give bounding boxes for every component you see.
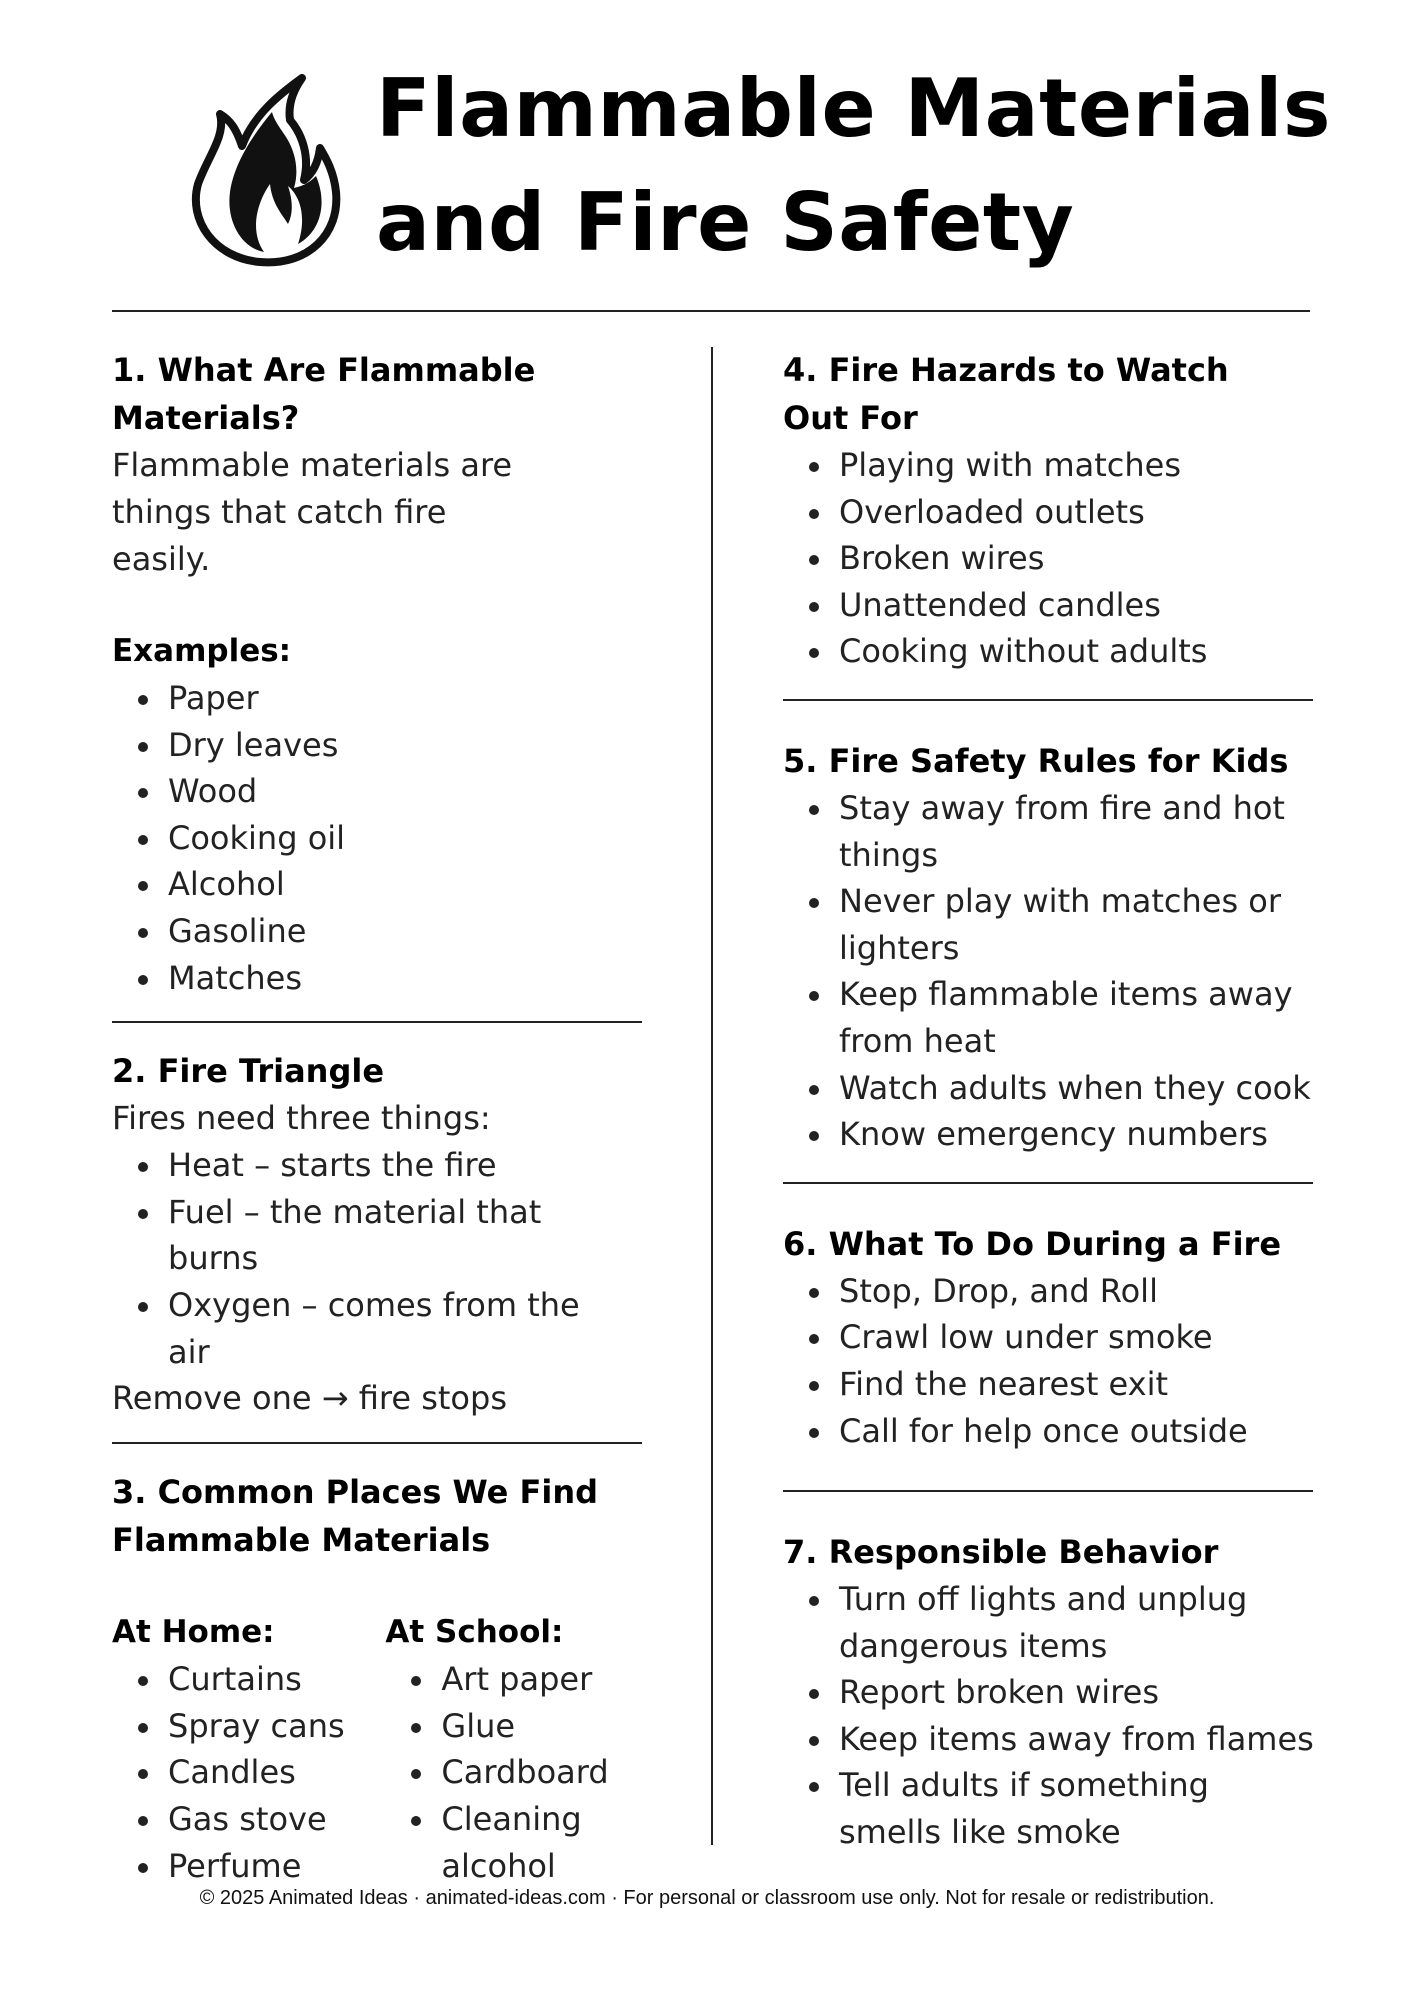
places-columns <box>112 1609 642 1889</box>
flame-icon <box>190 72 345 267</box>
list-item: Perfume <box>168 1843 385 1890</box>
list-item: Overloaded outlets <box>839 489 1313 536</box>
left-column <box>112 346 642 1889</box>
section-intro: Flammable materials are things that catch fire easily. <box>112 446 513 578</box>
safety-rules-list <box>783 785 1319 1158</box>
list-item: Spray cans <box>168 1703 385 1750</box>
title-line-1: Flammable Materials <box>376 62 1332 155</box>
list-item: Tell adults if something smells like smoke <box>839 1762 1319 1855</box>
list-item: Cooking without adults <box>839 628 1313 675</box>
section-title: 6. What To Do During a Fire <box>783 1224 1282 1263</box>
list-item: Glue <box>441 1703 641 1750</box>
list-item: Wood <box>168 768 642 815</box>
section-divider <box>112 1442 642 1444</box>
list-item: Keep flammable items away from heat <box>839 971 1319 1064</box>
list-item: Stay away from fire and hot things <box>839 785 1319 878</box>
section-title: 2. Fire Triangle <box>112 1052 385 1091</box>
list-item: Oxygen – comes from the air <box>168 1282 588 1375</box>
at-school-list <box>385 1656 641 1889</box>
at-home-list <box>112 1656 385 1889</box>
list-item: Call for help once outside <box>839 1408 1313 1455</box>
fire-triangle-list <box>112 1142 588 1375</box>
list-item: Matches <box>168 955 642 1002</box>
section-intro: Fires need three things: <box>112 1099 491 1138</box>
list-item: Cardboard <box>441 1749 641 1796</box>
section-divider <box>783 1490 1313 1492</box>
list-item: Gasoline <box>168 908 642 955</box>
list-item: Playing with matches <box>839 442 1313 489</box>
list-item: Candles <box>168 1749 385 1796</box>
list-item: Never play with matches or lighters <box>839 878 1319 971</box>
list-item: Gas stove <box>168 1796 385 1843</box>
list-item: Turn off lights and unplug dangerous items <box>839 1576 1319 1669</box>
section-title: 7. Responsible Behavior <box>783 1533 1219 1572</box>
list-item: Watch adults when they cook <box>839 1065 1319 1112</box>
page-header <box>0 0 1414 300</box>
title-line-2: and Fire Safety <box>376 176 1075 269</box>
column-divider <box>711 347 713 1845</box>
list-item: Alcohol <box>168 861 642 908</box>
section-title: 1. What Are Flammable Materials? <box>112 351 536 437</box>
during-fire-list <box>783 1268 1313 1454</box>
right-column <box>783 346 1313 1856</box>
list-item: Cleaning alcohol <box>441 1796 641 1889</box>
list-item: Crawl low under smoke <box>839 1314 1313 1361</box>
section-safety-rules <box>783 737 1313 1158</box>
at-home-column <box>112 1609 385 1889</box>
section-title: 5. Fire Safety Rules for Kids <box>783 741 1289 780</box>
section-what-are-flammable <box>112 346 642 1001</box>
section-common-places <box>112 1468 642 1889</box>
list-item: Find the nearest exit <box>839 1361 1313 1408</box>
list-item: Stop, Drop, and Roll <box>839 1268 1313 1315</box>
responsible-list <box>783 1576 1319 1856</box>
at-school-label: At School: <box>385 1614 564 1651</box>
page-title <box>376 52 1331 280</box>
section-responsible-behavior <box>783 1528 1313 1856</box>
list-item: Paper <box>168 675 642 722</box>
list-item: Cooking oil <box>168 815 642 862</box>
section-divider <box>783 1182 1313 1184</box>
list-item: Know emergency numbers <box>839 1111 1319 1158</box>
list-item: Art paper <box>441 1656 641 1703</box>
section-fire-hazards <box>783 346 1313 675</box>
at-school-column <box>385 1609 642 1889</box>
section-divider <box>112 1021 642 1023</box>
section-during-fire <box>783 1220 1313 1454</box>
list-item: Broken wires <box>839 535 1313 582</box>
list-item: Curtains <box>168 1656 385 1703</box>
section-divider <box>783 699 1313 701</box>
list-item: Dry leaves <box>168 722 642 769</box>
header-divider <box>112 310 1310 312</box>
examples-label: Examples: <box>112 633 292 669</box>
list-item: Fuel – the material that burns <box>168 1189 588 1282</box>
at-home-label: At Home: <box>112 1614 275 1651</box>
examples-list <box>112 675 642 1001</box>
section-outro: Remove one → fire stops <box>112 1379 507 1418</box>
hazards-list <box>783 442 1313 675</box>
list-item: Heat – starts the fire <box>168 1142 588 1189</box>
section-title: 4. Fire Hazards to Watch Out For <box>783 351 1229 437</box>
footer-copyright: © 2025 Animated Ideas · animated-ideas.com · For personal or classroom use only. Not for resale or redistribution. <box>199 1887 1215 1909</box>
list-item: Unattended candles <box>839 582 1313 629</box>
section-title: 3. Common Places We Find Flammable Materials <box>112 1473 599 1560</box>
section-fire-triangle <box>112 1047 642 1422</box>
list-item: Keep items away from flames <box>839 1716 1319 1763</box>
list-item: Report broken wires <box>839 1669 1319 1716</box>
